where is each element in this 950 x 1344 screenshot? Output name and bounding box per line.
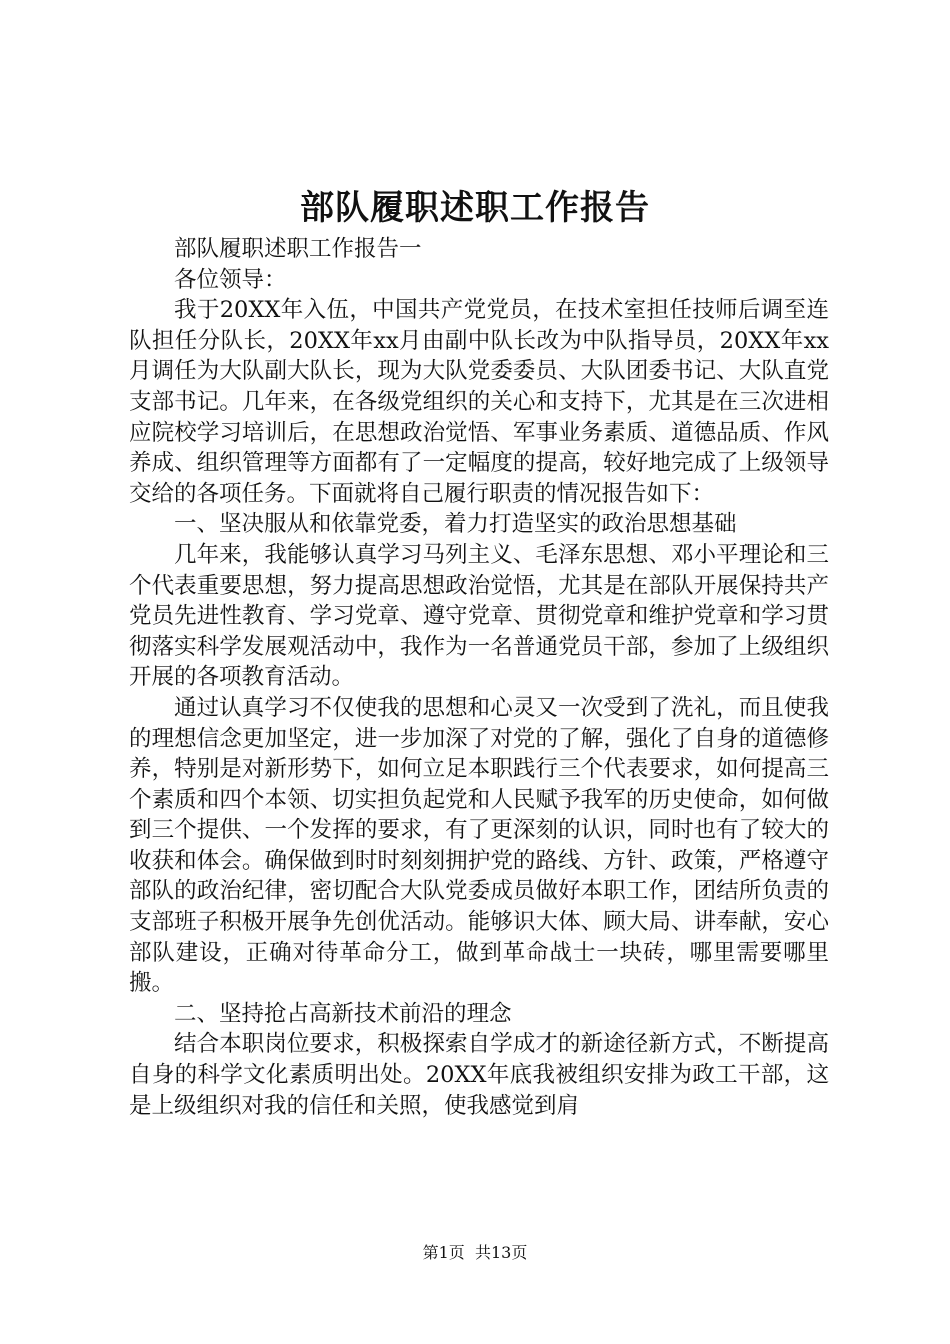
paragraph-reflection: 通过认真学习不仅使我的思想和心灵又一次受到了洗礼，而且使我的理想信念更加坚定，进一步加深了对党的了解，强化了自身的道德修养，特别是对新形势下，如何立足本职践行三个代表要求，如何提高三个素质和四个本领、切实担负起党和人民赋予我军的历史使命，如何做到三个提供、一个发挥的要求，有了更深刻的认识，同时也有了较大的收获和体会。确保做到时时刻刻拥护党的路线、方针、政策，严格遵守部队的政治纪律，密切配合大队党委成员做好本职工作，团结所负责的支部班子积极开展争先创优活动。能够识大体、顾大局、讲奉献，安心部队建设，正确对待革命分工，做到革命战士一块砖，哪里需要哪里搬。 [129, 694, 829, 997]
page-number: 第1页 [422, 1243, 465, 1262]
salutation: 各位领导： [174, 266, 287, 293]
section-heading-1: 一、坚决服从和依靠党委，着力打造坚实的政治思想基础 [174, 511, 737, 538]
paragraph-study: 几年来，我能够认真学习马列主义、毛泽东思想、邓小平理论和三个代表重要思想，努力提高思想政治觉悟，尤其是在部队开展保持共产党员先进性教育、学习党章、遵守党章、贯彻党章和维护党章和学习贯彻落实科学发展观活动中，我作为一名普通党员干部，参加了上级组织开展的各项教育活动。 [129, 541, 829, 691]
document-body [129, 234, 829, 1121]
report-subtitle: 部队履职述职工作报告一 [174, 236, 422, 262]
page-footer [0, 1242, 950, 1264]
paragraph-technology: 结合本职岗位要求，积极探索自学成才的新途径新方式，不断提高自身的科学文化素质明出处。20XX年底我被组织安排为政工干部，这是上级组织对我的信任和关照，使我感觉到肩 [129, 1031, 829, 1119]
paragraph-intro: 我于20XX年入伍，中国共产党党员，在技术室担任技师后调至连队担任分队长，20XX年xx月由副中队长改为中队指导员，20XX年xx月调任为大队副大队长，现为大队党委委员、大队团委书记、大队直党支部书记。几年来，在各级党组织的关心和支持下，尤其是在三次进相应院校学习培训后，在思想政治觉悟、军事业务素质、道德品质、作风养成、组织管理等方面都有了一定幅度的提高，较好地完成了上级领导交给的各项任务。下面就将自己履行职责的情况报告如下： [129, 297, 829, 507]
document-title: 部队履职述职工作报告 [300, 188, 650, 228]
section-heading-2: 二、坚持抢占高新技术前沿的理念 [174, 1000, 512, 1027]
page-total: 共13页 [474, 1243, 528, 1262]
